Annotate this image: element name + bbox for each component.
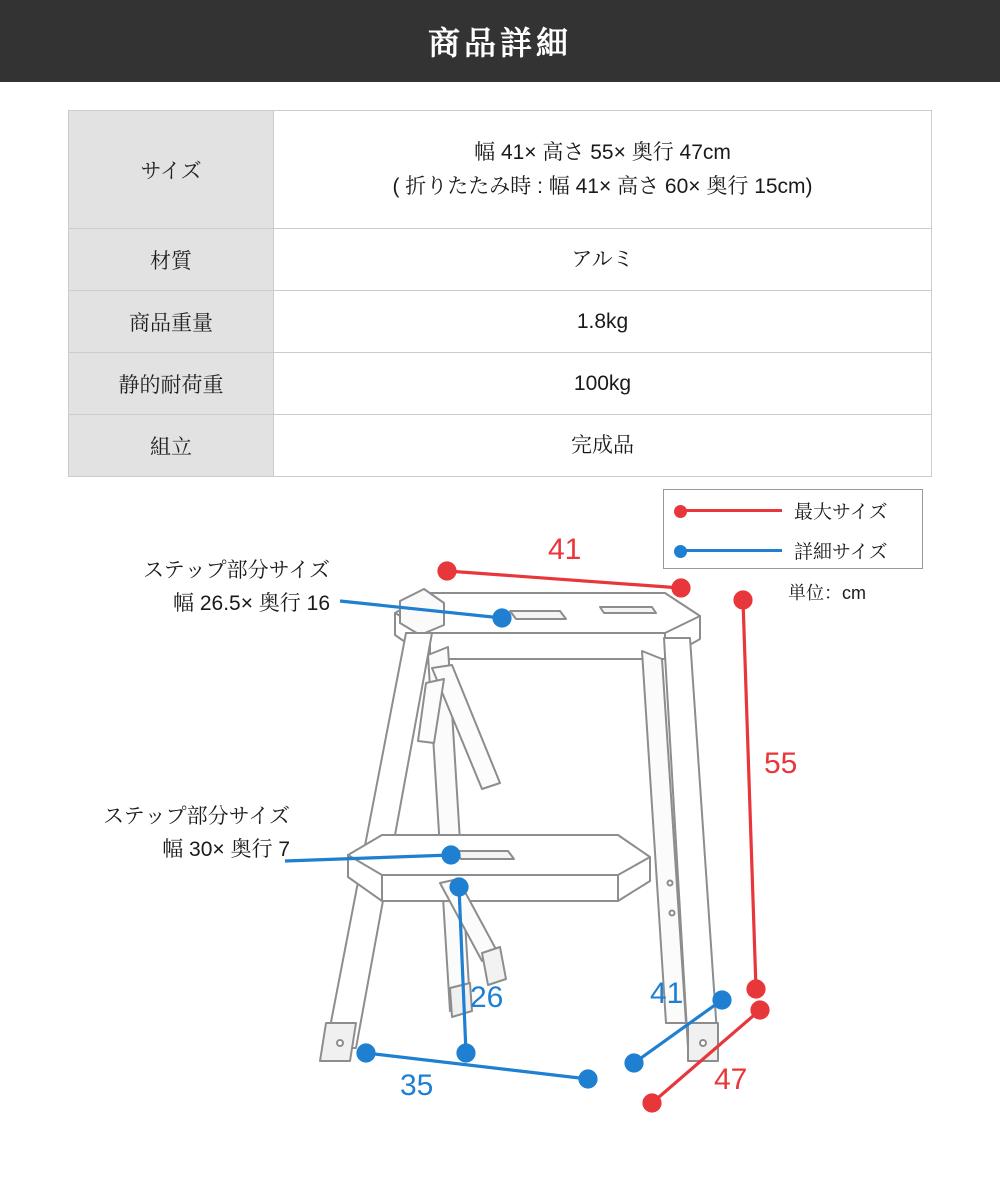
legend-label-detail: 詳細サイズ (794, 541, 888, 563)
product-diagram (0, 483, 1000, 1173)
unit-note: 単位：cm (788, 583, 866, 603)
spec-value-size-line2: ( 折りたたみ時 : 幅 41× 高さ 60× 奥行 15cm) (392, 174, 813, 198)
table-row (69, 353, 932, 415)
annotation-top-step (40, 555, 330, 620)
spec-table (68, 110, 932, 477)
dimension-label-base-width: 41 (650, 977, 684, 1010)
legend-line-max (678, 509, 782, 512)
spec-table-container (0, 82, 1000, 477)
annotation-bottom-step-line1: ステップ部分サイズ (103, 805, 290, 828)
page-header (0, 0, 1000, 82)
annotation-top-step-line1: ステップ部分サイズ (143, 559, 330, 582)
dimension-label-width-top: 41 (548, 533, 582, 566)
table-row (69, 415, 932, 477)
legend-line-detail (678, 549, 782, 552)
table-row (69, 111, 932, 229)
spec-value-material: アルミ (274, 229, 932, 291)
legend-dot-detail (674, 545, 687, 558)
spec-label-weight: 商品重量 (69, 291, 274, 353)
table-row (69, 291, 932, 353)
annotation-bottom-step-line2: 幅 30× 奥行 7 (162, 837, 290, 861)
annotation-bottom-step (0, 801, 290, 866)
page-title: 商品詳細 (427, 25, 572, 61)
legend-item-max (664, 490, 922, 530)
spec-value-size-line1: 幅 41× 高さ 55× 奥行 47cm (474, 140, 731, 164)
dimension-label-base-depth: 35 (400, 1069, 434, 1102)
dimension-label-height: 55 (764, 747, 798, 780)
spec-label-load: 静的耐荷重 (69, 353, 274, 415)
spec-value-load: 100kg (274, 353, 932, 415)
spec-value-size (274, 111, 932, 229)
legend-dot-max (674, 505, 687, 518)
spec-label-assembly: 組立 (69, 415, 274, 477)
spec-label-material: 材質 (69, 229, 274, 291)
legend (663, 489, 923, 569)
spec-value-weight: 1.8kg (274, 291, 932, 353)
dimension-label-step-height: 26 (470, 981, 504, 1014)
spec-label-size: サイズ (69, 111, 274, 229)
legend-item-detail (664, 530, 922, 570)
table-row (69, 229, 932, 291)
dimension-label-depth: 47 (714, 1063, 748, 1096)
annotation-top-step-line2: 幅 26.5× 奥行 16 (173, 591, 330, 615)
legend-label-max: 最大サイズ (794, 501, 888, 523)
spec-value-assembly: 完成品 (274, 415, 932, 477)
